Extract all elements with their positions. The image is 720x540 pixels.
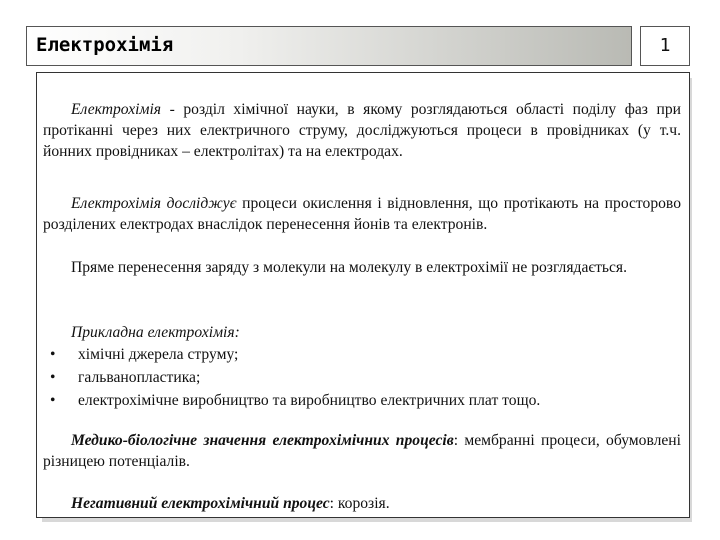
corrosion-paragraph: Негативний електрохімічний процес: корозія. — [71, 495, 390, 512]
title-bar — [26, 26, 632, 66]
slide-number-box — [640, 26, 690, 66]
medical-paragraph: Медико-біологічне значення електрохімічних процесів: мембранні процеси, обумовлені різницею потенціалів. — [43, 432, 681, 470]
studies-text: процеси окислення і відновлення, що протікають на просторово розділених електродах внаслідок перенесення йонів та електронів. — [43, 195, 681, 233]
bullet-icon: • — [50, 392, 56, 409]
direct-transfer-paragraph: Пряме перенесення заряду з молекули на молекулу в електрохімії не розглядається. — [71, 259, 627, 276]
list-item: • електрохімічне виробництво та виробництво електричних плат тощо. — [3, 389, 540, 412]
definition-paragraph — [43, 99, 681, 162]
content-box — [36, 72, 690, 518]
applied-heading: Прикладна електрохімія: — [71, 324, 240, 341]
term-electrochemistry: Електрохімія — [71, 101, 162, 118]
slide-number: 1 — [659, 35, 671, 56]
list-item: • хімічні джерела струму; — [3, 343, 540, 366]
definition-text: - розділ хімічної науки, в якому розглядаються області поділу фаз при протіканні через них електричного струму, досліджуються процеси в провідниках (у т.ч. йонних провідниках – електролітах) та на електродах. — [43, 101, 681, 160]
studies-paragraph — [43, 193, 681, 235]
slide-title: Електрохімія — [36, 34, 174, 56]
bullet-icon: • — [50, 369, 56, 386]
bullet-icon: • — [50, 346, 56, 363]
term-studies: Електрохімія досліджує — [71, 195, 237, 212]
term-medical: Медико-біологічне значення електрохімічних процесів — [71, 432, 454, 449]
term-negative: Негативний електрохімічний процес — [71, 495, 330, 512]
applied-list — [3, 343, 540, 412]
list-item: • гальванопластика; — [3, 366, 540, 389]
